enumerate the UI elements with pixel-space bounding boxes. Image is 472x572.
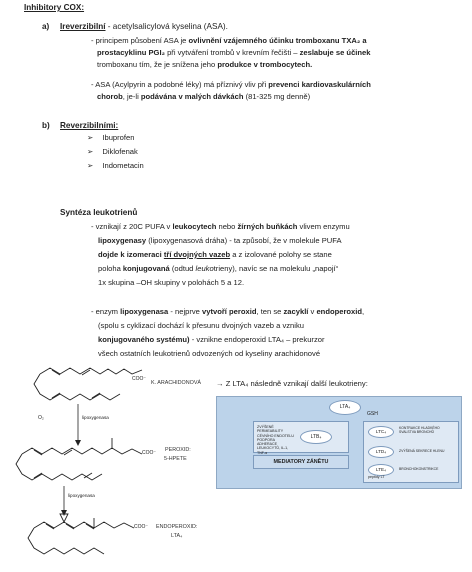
list-item [87, 161, 144, 170]
syn-p1-line5 [98, 278, 244, 287]
peroxide-sub-label: 5-HPETE [164, 456, 187, 462]
cooh-label: COO⁻ [142, 450, 157, 456]
effects-box-left [253, 421, 349, 453]
peptide-lt-label: peptidy LT [368, 475, 385, 479]
arrow-bullet-icon: ➢ [87, 147, 94, 156]
a-p1-bold4: produkce v trombocytech. [217, 60, 313, 69]
syn-bold: žírných buňkách [237, 222, 298, 231]
5-hpete-structure [16, 438, 142, 480]
peroxide-label: PEROXID: [165, 447, 191, 453]
syn-text: trieny), navíc se na molekulu „napojí“ [213, 264, 339, 273]
syn-p1-line2 [98, 236, 342, 245]
syn-bold: leukocytech [172, 222, 217, 231]
section-a-marker: a) [42, 22, 50, 31]
a-p1-line3 [97, 60, 312, 69]
syn-p2-line2 [98, 321, 304, 330]
arachidonic-acid-structure [34, 368, 142, 400]
a-p2-bold: prevenci kardiovaskulárních [268, 80, 371, 89]
syn-text: - vznikají z 20C PUFA v [91, 222, 173, 231]
list-item-label: Indometacin [102, 161, 144, 170]
a-p2-bold2: chorob [97, 92, 123, 101]
arrow-bullet-icon: ➢ [87, 133, 94, 142]
endoperoxide-sub-label: LTA₄ [171, 533, 183, 539]
a-p2-text: - ASA (Acylpyrin a podobné léky) má příznivý vliv při [91, 80, 269, 89]
enzyme-label-1: lipoxygenasa [82, 415, 109, 420]
section-a-title-rest: - acetylsalicylová kyselina (ASA). [105, 22, 228, 31]
effect-mucus: ZVÝŠENÁ SEKRECE HLENU [399, 449, 445, 453]
a-p1-line1 [91, 36, 367, 45]
diagram-intro: → Z LTA₄ následně vznikají další leukotrieny: [216, 379, 368, 388]
syn-bold-underline: tří dvojných vazeb [163, 250, 231, 259]
syn-text: , ten se [256, 307, 284, 316]
syn-text: (spolu s cyklizací dochází k přesunu dvojných vazeb a vzniku [98, 321, 304, 330]
a-p1-bold: ovlivnění vzájemného účinku tromboxanu TXA₂ a [188, 36, 367, 45]
a-p1-text2: při vytváření trombů v krevním řečišti – [164, 48, 300, 57]
list-item-label: Ibuprofen [102, 133, 135, 142]
section-a-title-line [60, 22, 228, 31]
lta4-node: LTA₄ [329, 400, 361, 415]
effect-contraction: KONTRAKCE HLADKÉHO SVALSTVA BRONCHŮ [399, 426, 440, 434]
a-p2-text2: , je-li [122, 92, 141, 101]
arachidonic-acid-label: K. ARACHIDONOVÁ [151, 380, 202, 386]
a-p1-line2 [97, 48, 371, 57]
effects-text-left: ZVÝŠENÉ PERMEABILITY CÉVNÍHO ENDOTELU PODPORA ADHERACE LEUKOCYTŮ, IL-1, TNF-α [257, 425, 294, 455]
ltb4-node: LTB₄ [300, 430, 332, 444]
list-item [87, 147, 138, 156]
syn-bold: dojde k izomeraci [98, 250, 164, 259]
arrow-head-icon [75, 440, 81, 446]
syn-text: a z izolované polohy se stane [230, 250, 332, 259]
syn-p2-line1 [91, 307, 364, 316]
gsh-label: GSH [367, 411, 378, 417]
leukotriene-scheme-figure [0, 362, 216, 572]
syn-bold: vytvoří peroxid [202, 307, 257, 316]
syn-text: - nejprve [168, 307, 203, 316]
syn-text: vlivem enzymu [297, 222, 350, 231]
section-b-title: Reverzibilními: [60, 121, 119, 130]
a-p2-bold3: podávána v malých dávkách [140, 92, 244, 101]
section-b-marker: b) [42, 121, 50, 130]
lte4-node: LTE₄ [368, 464, 394, 476]
syn-text: v [308, 307, 317, 316]
cooh-label: COO⁻ [132, 376, 147, 382]
list-item [87, 133, 134, 142]
a-p1-text: - principem působení ASA je [91, 36, 189, 45]
syn-p1-line1 [91, 222, 350, 231]
lta4-structure [28, 514, 134, 554]
o2-label: O₂ [38, 415, 44, 421]
endoperoxide-label: ENDOPEROXID: [156, 524, 198, 530]
syn-p2-line4 [98, 349, 320, 358]
syn-text: poloha [98, 264, 123, 273]
syn-bold: endoperoxid [316, 307, 363, 316]
syn-text: (lipoxygenasová dráha) - ta způsobí, že v molekule PUFA [146, 236, 342, 245]
effect-bronchoconstriction: BRONCHOKONSTRIKCE [399, 467, 439, 471]
a-p1-text3: tromboxanu tím, že je snížena jeho [97, 60, 218, 69]
mediators-diagram [216, 396, 462, 489]
syn-text: , [362, 307, 365, 316]
syn-bold: lipoxygenasy [98, 236, 147, 245]
syn-p2-line3 [98, 335, 325, 344]
syn-text: 1x skupina –OH skupiny v polohách 5 a 12. [98, 278, 245, 287]
syn-text: nebo [216, 222, 238, 231]
section-a-title: Ireverzibilní [60, 22, 106, 31]
diagram-footer: MEDIATORY ZÁNĚTU [253, 455, 349, 469]
ltc4-node: LTC₄ [368, 426, 394, 438]
a-p2-line2 [97, 92, 310, 101]
syn-italic: leuko [195, 264, 214, 273]
arrow-bullet-icon: ➢ [87, 161, 94, 170]
cooh-label: COO⁻ [134, 524, 149, 530]
syn-text: - vznikne endoperoxid LTA₄ – prekurzor [189, 335, 325, 344]
syn-bold: zacyklí [283, 307, 309, 316]
a-p2-text3: (81-325 mg denně) [243, 92, 311, 101]
syn-text: - enzym [91, 307, 121, 316]
effects-box-right [363, 421, 459, 483]
syn-text: všech ostatních leukotrienů odvozených od kyseliny arachidonové [98, 349, 321, 358]
syn-p1-line4 [98, 264, 338, 273]
syn-bold: lipoxygenasa [120, 307, 169, 316]
syn-bold: konjugovaná [122, 264, 170, 273]
a-p2-line1 [91, 80, 371, 89]
a-p1-bold3: zeslabuje se účinek [299, 48, 371, 57]
ltd4-node: LTD₄ [368, 446, 394, 458]
syn-p1-line3 [98, 250, 332, 259]
page-heading: Inhibitory COX: [24, 3, 85, 12]
synthesis-title: Syntéza leukotrienů [60, 208, 138, 217]
syn-text: (odtud [169, 264, 196, 273]
arrow-head-icon [61, 510, 67, 516]
enzyme-label-2: lipoxygenasa [68, 493, 95, 498]
a-p1-bold2: prostacyklinu PGI₂ [97, 48, 165, 57]
syn-bold: konjugovaného systému) [98, 335, 190, 344]
list-item-label: Diklofenak [102, 147, 138, 156]
